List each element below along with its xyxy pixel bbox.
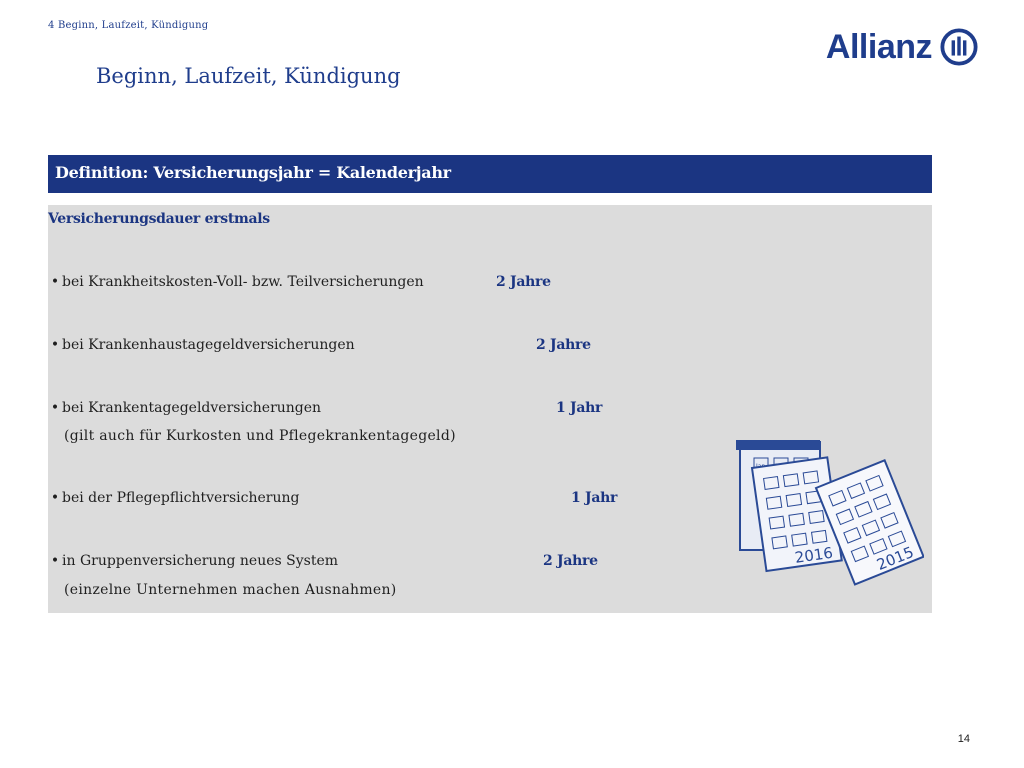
list-item bbox=[48, 337, 355, 353]
bullet: • bbox=[50, 337, 60, 353]
item-label: in Gruppenversicherung neues System bbox=[62, 553, 339, 569]
calendar-stack-icon bbox=[734, 436, 924, 602]
bullet: • bbox=[50, 400, 60, 416]
item-label: bei Krankentagegeldversicherungen bbox=[62, 400, 322, 416]
allianz-eagle-icon bbox=[940, 28, 978, 66]
list-item bbox=[48, 490, 300, 506]
item-label: bei Krankenhaustagegeldversicherungen bbox=[62, 337, 355, 353]
logo-text: Allianz bbox=[825, 28, 932, 66]
page-title: Beginn, Laufzeit, Kündigung bbox=[96, 64, 401, 88]
allianz-logo bbox=[826, 28, 978, 66]
item-label: bei der Pflegepflichtversicherung bbox=[62, 490, 300, 506]
item-note: (einzelne Unternehmen machen Ausnahmen) bbox=[64, 582, 397, 598]
list-item bbox=[48, 400, 321, 416]
item-value: 1 Jahr bbox=[571, 490, 618, 506]
item-note: (gilt auch für Kurkosten und Pflegekrankentagegeld) bbox=[64, 428, 456, 444]
list-item bbox=[48, 553, 338, 569]
definition-bar: Definition: Versicherungsjahr = Kalenderjahr bbox=[48, 155, 932, 193]
item-value: 2 Jahre bbox=[496, 274, 551, 290]
item-value: 1 Jahr bbox=[556, 400, 603, 416]
breadcrumb: 4 Beginn, Laufzeit, Kündigung bbox=[48, 20, 209, 31]
list-item bbox=[48, 274, 424, 290]
item-label: bei Krankheitskosten-Voll- bzw. Teilversicherungen bbox=[62, 274, 424, 290]
calendar-front bbox=[816, 460, 924, 584]
calendar-year-front: 2015 bbox=[874, 542, 917, 574]
item-value: 2 Jahre bbox=[543, 553, 598, 569]
page-number: 14 bbox=[957, 733, 970, 745]
calendar-year-middle: 2016 bbox=[793, 543, 834, 567]
item-value: 2 Jahre bbox=[536, 337, 591, 353]
section-heading: Versicherungsdauer erstmals bbox=[48, 211, 270, 227]
bullet: • bbox=[50, 553, 60, 569]
bullet: • bbox=[50, 274, 60, 290]
bullet: • bbox=[50, 490, 60, 506]
